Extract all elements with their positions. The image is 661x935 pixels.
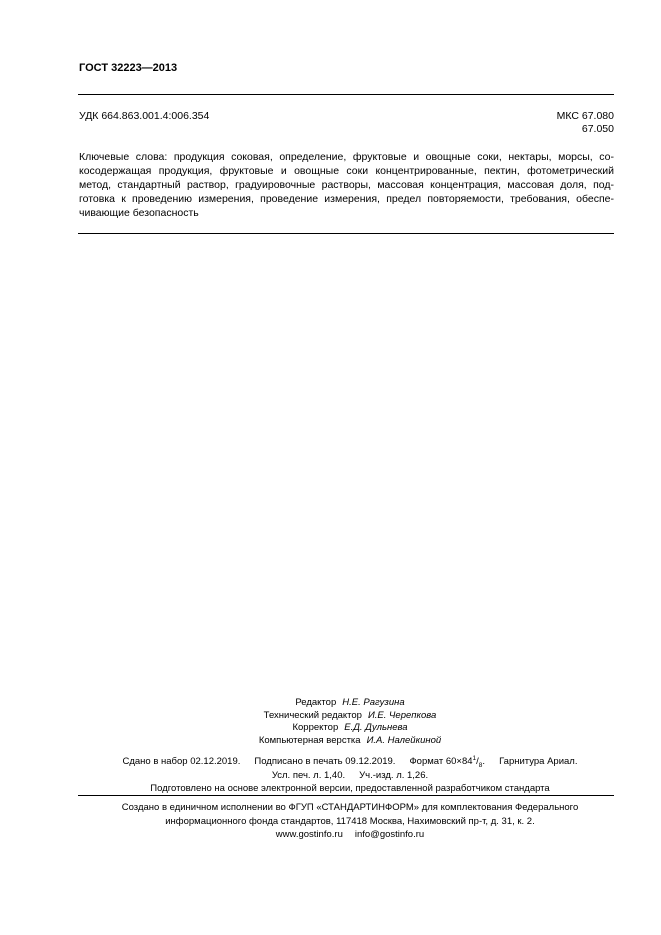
prepared-note: Подготовлено на основе электронной версии, предоставленной разработчиком стандарта — [150, 783, 550, 794]
credit-layout — [60, 735, 640, 748]
header-rule — [78, 94, 614, 95]
credit-name: И.Е. Черепкова — [367, 709, 437, 721]
keywords-line: чивающие безопасность — [79, 207, 199, 219]
credit-name: И.А. Налейкиной — [366, 734, 442, 746]
footer-line-1: Создано в единичном исполнении во ФГУП «СТАНДАРТИНФОРМ» для комплектования Федерального — [121, 802, 579, 813]
credit-label: Технический редактор — [263, 709, 362, 721]
credit-label: Компьютерная верстка — [258, 734, 361, 746]
keywords-line: косодержащая продукция, фруктовые и овощные соки концентрированные, пектин, фотометрический — [79, 165, 614, 177]
keywords-rule — [78, 233, 614, 234]
credit-label: Корректор — [292, 722, 339, 733]
credit-name: Н.Е. Рагузина — [342, 697, 405, 708]
keywords-line: готовка к проведению измерения, проведение измерения, предел повторяемости, требования, обеспе- — [79, 193, 614, 205]
mks-line-2: 67.050 — [581, 123, 614, 135]
print-info-row-1 — [60, 755, 640, 769]
signed-date: Подписано в печать 09.12.2019. — [254, 756, 396, 767]
credit-tech-editor — [60, 710, 640, 723]
credit-label: Редактор — [295, 697, 337, 708]
publisher-sheets: Уч.-изд. л. 1,26. — [359, 769, 429, 781]
keywords-line: Ключевые слова: продукция соковая, определение, фруктовые и овощные соки, нектары, морсы, со- — [79, 151, 614, 163]
footer-contacts — [60, 828, 640, 842]
credit-name: Е.Д. Дульнева — [344, 722, 408, 733]
print-info-block — [60, 755, 640, 796]
website-link[interactable]: www.gostinfo.ru — [275, 829, 343, 840]
credit-editor — [60, 697, 640, 710]
keywords-line: метод, стандартный раствор, градуировочные растворы, массовая концентрация, массовая доля, под- — [79, 179, 614, 191]
print-info-row-2 — [60, 769, 640, 783]
mks-code — [557, 110, 614, 136]
footer-line-2: информационного фонда стандартов, 117418 Москва, Нахимовский пр-т, д. 31, к. 2. — [165, 815, 535, 827]
standard-number: ГОСТ 32223—2013 — [79, 62, 178, 74]
footer-rule — [78, 795, 614, 796]
submitted-date: Сдано в набор 02.12.2019. — [122, 756, 241, 767]
keywords-paragraph — [79, 150, 614, 220]
email-link[interactable]: info@gostinfo.ru — [354, 829, 425, 840]
mks-line-1: МКС 67.080 — [556, 110, 614, 122]
credit-corrector — [60, 722, 640, 735]
paper-format: Формат $60\times 84^1/_8$. — [409, 754, 486, 769]
credits-block — [60, 697, 640, 747]
print-sheets: Усл. печ. л. 1,40. — [271, 769, 346, 781]
typeface: Гарнитура Ариал. — [499, 756, 578, 767]
footer-block — [60, 801, 640, 842]
udk-code: УДК 664.863.001.4:006.354 — [79, 110, 210, 122]
